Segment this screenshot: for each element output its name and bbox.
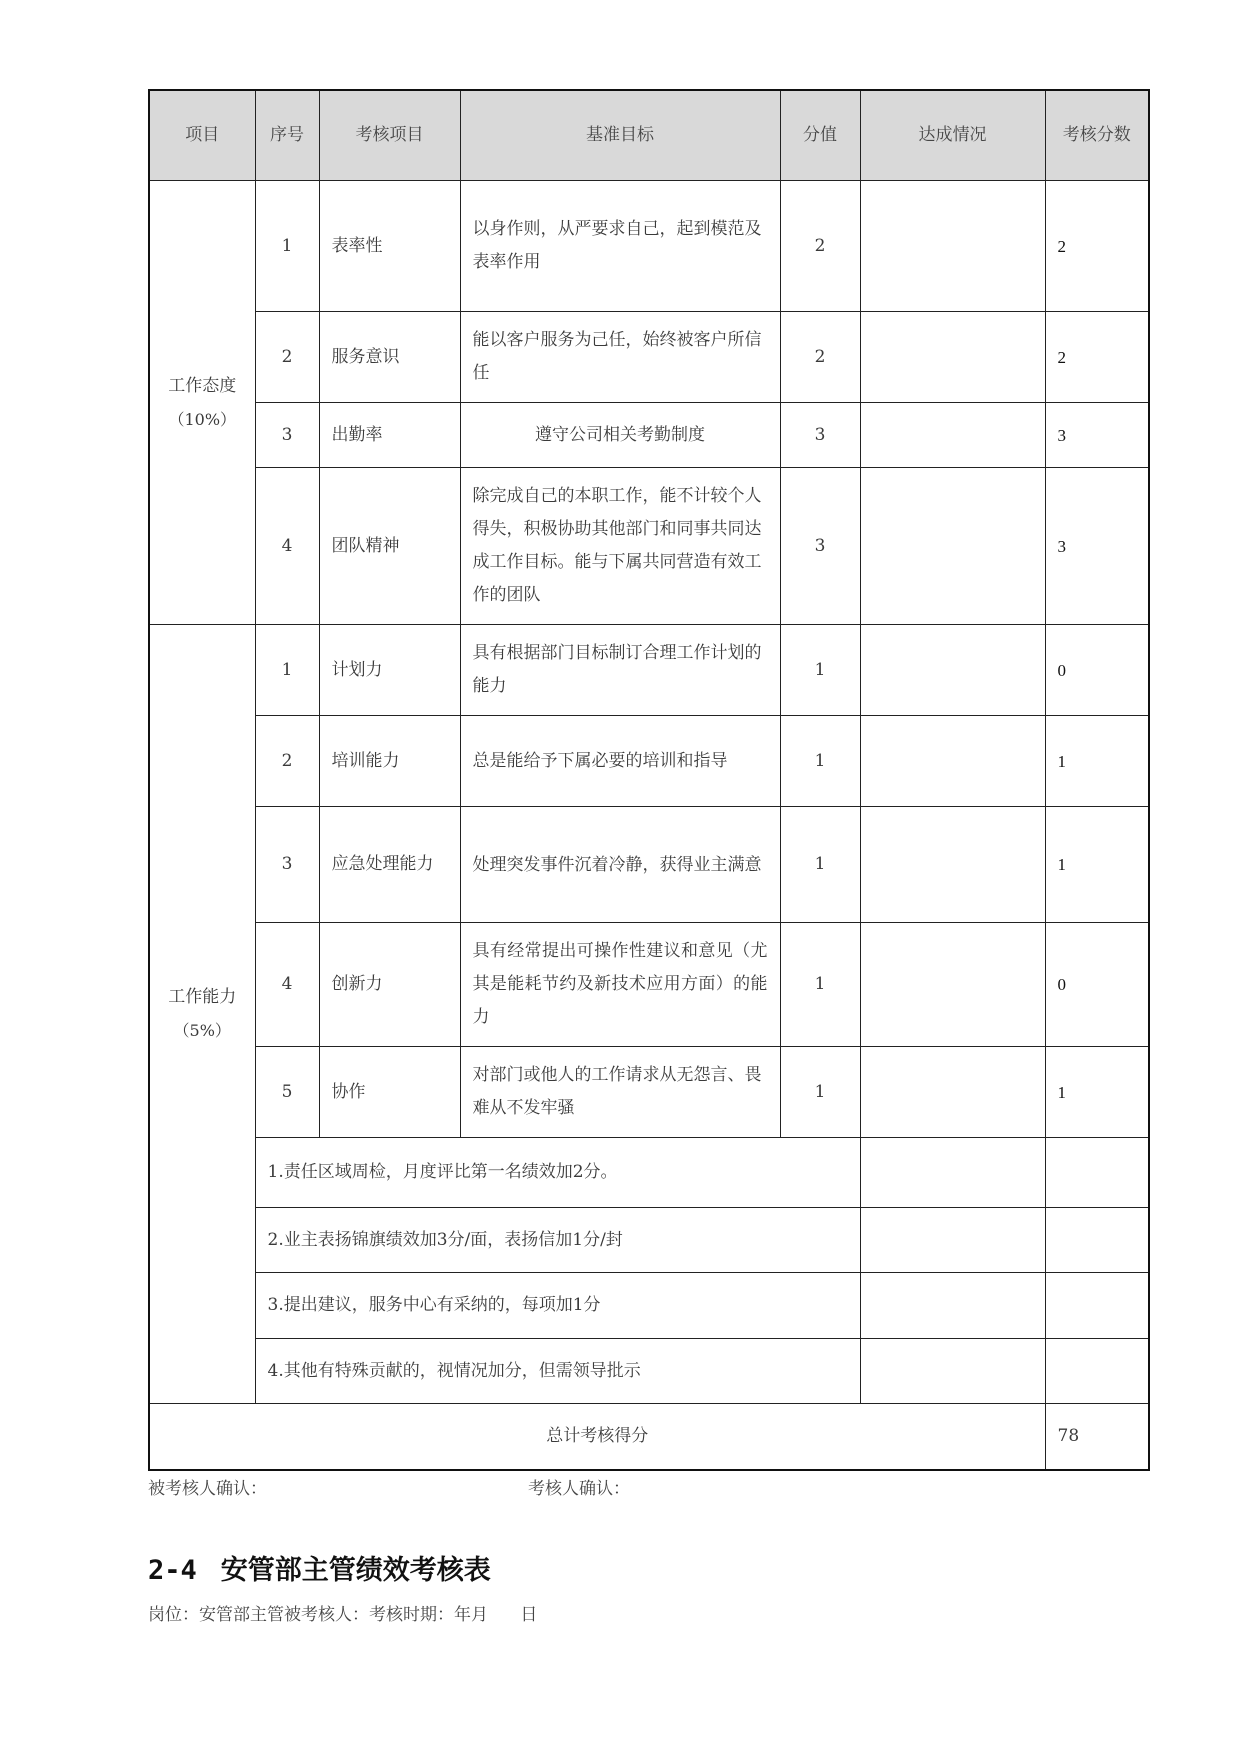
row-score: 0 [1045,923,1149,1047]
header-achieved: 达成情况 [860,90,1045,181]
table-row [149,403,1149,468]
bonus-item: 1.责任区域周检，月度评比第一名绩效加2分。 [255,1138,860,1208]
category-weight: （5%） [173,1021,231,1040]
bonus-score [1045,1208,1149,1273]
row-points: 3 [780,468,860,625]
row-item: 创新力 [319,923,460,1047]
row-target: 处理突发事件沉着冷静，获得业主满意 [460,807,780,923]
table-row [149,716,1149,807]
examiner-confirmation: 考核人确认： [528,1479,630,1499]
bonus-score [1045,1273,1149,1339]
row-item: 培训能力 [319,716,460,807]
category-cell [149,625,255,1404]
row-target: 具有根据部门目标制订合理工作计划的能力 [460,625,780,716]
header-item: 考核项目 [319,90,460,181]
category-label: 工作能力 [168,987,237,1007]
bonus-row [149,1138,1149,1208]
row-score: 1 [1045,1047,1149,1138]
row-points: 2 [780,181,860,312]
row-points: 1 [780,923,860,1047]
bonus-item: 3.提出建议，服务中心有采纳的，每项加1分 [255,1273,860,1339]
row-number: 5 [255,1047,319,1138]
table-row [149,1047,1149,1138]
row-target: 遵守公司相关考勤制度 [460,403,780,468]
bonus-item: 2.业主表扬锦旗绩效加3分/面，表扬信加1分/封 [255,1208,860,1273]
row-points: 1 [780,625,860,716]
section-heading [148,1548,491,1587]
table-row [149,807,1149,923]
row-number: 3 [255,807,319,923]
section-number: 2-4 [148,1555,197,1586]
row-achieved [860,403,1045,468]
bonus-row [149,1339,1149,1404]
row-target: 总是能给予下属必要的培训和指导 [460,716,780,807]
total-row [149,1404,1149,1470]
row-points: 1 [780,1047,860,1138]
category-weight: （10%） [168,409,237,429]
row-score: 3 [1045,468,1149,625]
header-number: 序号 [255,90,319,181]
total-value: 78 [1045,1404,1149,1470]
header-category: 项目 [149,90,255,181]
examinee-confirmation: 被考核人确认： [148,1479,267,1499]
row-item: 应急处理能力 [319,807,460,923]
row-score: 1 [1045,807,1149,923]
bonus-score [1045,1138,1149,1208]
row-item: 计划力 [319,625,460,716]
header-target: 基准目标 [460,90,780,181]
post-info-line: 岗位：安管部主管被考核人：考核时期：年月 日 [148,1605,538,1625]
row-item: 团队精神 [319,468,460,625]
bonus-achieved [860,1138,1045,1208]
row-target: 以身作则，从严要求自己，起到模范及表率作用 [460,181,780,312]
row-number: 3 [255,403,319,468]
row-number: 1 [255,625,319,716]
row-points: 1 [780,716,860,807]
row-score: 0 [1045,625,1149,716]
bonus-item: 4.其他有特殊贡献的，视情况加分，但需领导批示 [255,1339,860,1404]
bonus-score [1045,1339,1149,1404]
row-item: 表率性 [319,181,460,312]
row-achieved [860,716,1045,807]
header-score: 考核分数 [1045,90,1149,181]
row-score: 2 [1045,181,1149,312]
row-achieved [860,181,1045,312]
section-title: 安管部主管绩效考核表 [220,1555,491,1586]
table-row [149,625,1149,716]
bonus-achieved [860,1273,1045,1339]
row-achieved [860,468,1045,625]
evaluation-table [148,89,1150,1471]
bonus-achieved [860,1339,1045,1404]
header-points: 分值 [780,90,860,181]
row-target: 对部门或他人的工作请求从无怨言、畏难从不发牢骚 [460,1047,780,1138]
row-number: 4 [255,923,319,1047]
row-item: 出勤率 [319,403,460,468]
table-row [149,181,1149,312]
table-header-row [149,90,1149,181]
row-achieved [860,807,1045,923]
row-number: 2 [255,716,319,807]
row-score: 3 [1045,403,1149,468]
row-points: 3 [780,403,860,468]
row-points: 1 [780,807,860,923]
table-row [149,312,1149,403]
row-score: 1 [1045,716,1149,807]
table-row [149,468,1149,625]
bonus-row [149,1273,1149,1339]
row-achieved [860,312,1045,403]
row-number: 1 [255,181,319,312]
row-target: 除完成自己的本职工作，能不计较个人得失，积极协助其他部门和同事共同达成工作目标。能与下属共同营造有效工作的团队 [460,468,780,625]
table-row [149,923,1149,1047]
bonus-achieved [860,1208,1045,1273]
total-label: 总计考核得分 [149,1404,1045,1470]
row-target: 具有经常提出可操作性建议和意见（尤其是能耗节约及新技术应用方面）的能力 [460,923,780,1047]
row-item: 服务意识 [319,312,460,403]
row-score: 2 [1045,312,1149,403]
row-target: 能以客户服务为己任，始终被客户所信任 [460,312,780,403]
row-number: 2 [255,312,319,403]
row-achieved [860,625,1045,716]
bonus-row [149,1208,1149,1273]
row-number: 4 [255,468,319,625]
category-cell [149,181,255,625]
row-achieved [860,1047,1045,1138]
row-item: 协作 [319,1047,460,1138]
category-label: 工作态度 [168,375,237,396]
row-points: 2 [780,312,860,403]
row-achieved [860,923,1045,1047]
